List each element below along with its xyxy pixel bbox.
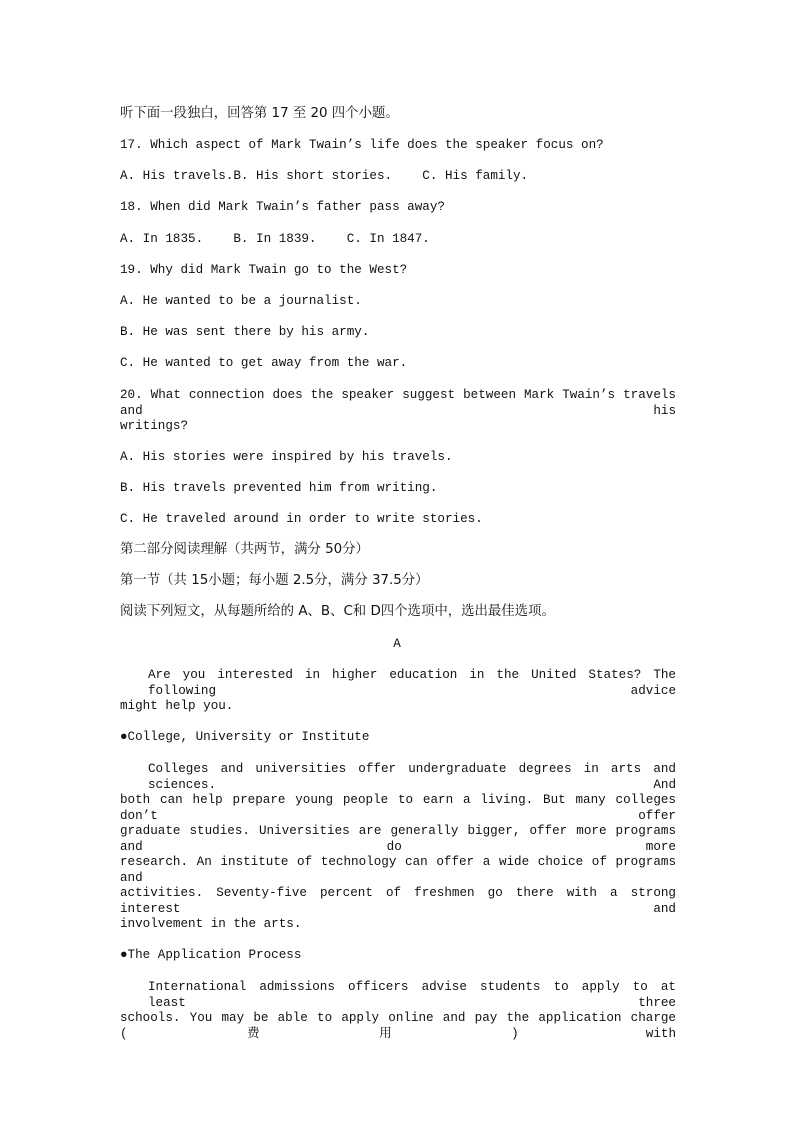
question-19: 19. Why did Mark Twain go to the West? <box>120 263 408 277</box>
passage-intro-line-1: Are you interested in higher education in the United States? The following advice <box>148 668 676 698</box>
paragraph-line: graduate studies. Universities are generally bigger, offer more programs and do more <box>120 824 676 854</box>
question-17-options: A. His travels.B. His short stories. C. His family. <box>120 169 529 183</box>
question-20-option-a: A. His stories were inspired by his travels. <box>120 450 453 464</box>
listening-intro: 听下面一段独白，回答第 17 至 20 四个小题。 <box>120 106 399 121</box>
paragraph-line: schools. You may be able to apply online and pay the application charge (费用) with <box>120 1011 676 1041</box>
paragraph-line: involvement in the arts. <box>120 917 302 931</box>
part-2-title: 第二部分阅读理解（共两节，满分 50分） <box>120 542 369 557</box>
section-heading-college: ●College, University or Institute <box>120 730 370 744</box>
passage-intro-line-2: might help you. <box>120 699 234 713</box>
paragraph-line: research. An institute of technology can offer a wide choice of programs and <box>120 855 676 885</box>
passage-label: A <box>393 637 401 651</box>
question-20-option-c: C. He traveled around in order to write stories. <box>120 512 483 526</box>
question-20: 20. What connection does the speaker suggest between Mark Twain’s travels and his <box>120 388 676 418</box>
paragraph-line: Colleges and universities offer undergraduate degrees in arts and sciences. And <box>148 762 676 792</box>
question-18-options: A. In 1835. B. In 1839. C. In 1847. <box>120 232 430 246</box>
question-20-option-b: B. His travels prevented him from writing. <box>120 481 438 495</box>
paragraph-line: activities. Seventy-five percent of freshmen go there with a strong interest and <box>120 886 676 916</box>
section-heading-application: ●The Application Process <box>120 948 302 962</box>
question-17: 17. Which aspect of Mark Twain’s life does the speaker focus on? <box>120 138 604 152</box>
reading-instruction: 阅读下列短文，从每题所给的 A、B、C和 D四个选项中，选出最佳选项。 <box>120 604 555 619</box>
question-19-option-b: B. He was sent there by his army. <box>120 325 370 339</box>
question-19-option-a: A. He wanted to be a journalist. <box>120 294 362 308</box>
question-20-continued: writings? <box>120 419 189 433</box>
section-1-title: 第一节（共 15小题；每小题 2.5分，满分 37.5分） <box>120 573 429 588</box>
question-18: 18. When did Mark Twain’s father pass away? <box>120 200 445 214</box>
paragraph-line: International admissions officers advise students to apply to at least three <box>148 980 676 1010</box>
paragraph-line: both can help prepare young people to earn a living. But many colleges don’t offer <box>120 793 676 823</box>
question-19-option-c: C. He wanted to get away from the war. <box>120 356 408 370</box>
